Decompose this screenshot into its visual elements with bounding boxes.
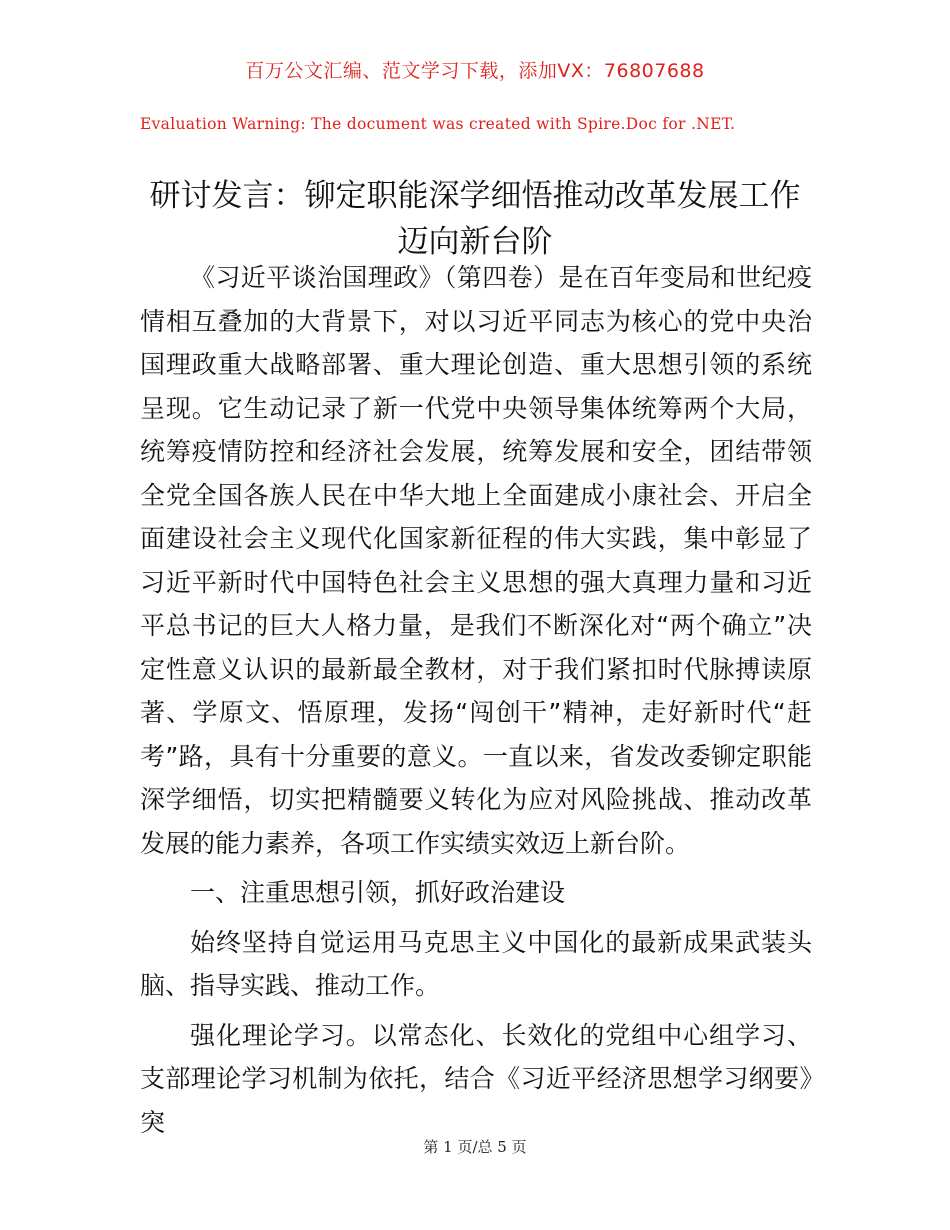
paragraph-theory-study: 强化理论学习。以常态化、长效化的党组中心组学习、支部理论学习机制为依托，结合《习近平经济思想学习纲要》突 bbox=[140, 1020, 812, 1137]
document-body bbox=[140, 256, 812, 1150]
header-banner: 百万公文汇编、范文学习下载，添加VX：76807688 bbox=[245, 60, 705, 82]
section-heading: 一、注重思想引领，抓好政治建设 bbox=[190, 878, 566, 907]
paragraph-section-intro: 始终坚持自觉运用马克思主义中国化的最新成果武装头脑、指导实践、推动工作。 bbox=[140, 927, 812, 1000]
paragraph-intro: 《习近平谈治国理政》（第四卷）是在百年变局和世纪疫情相互叠加的大背景下，对以习近平同志为核心的党中央治国理政重大战略部署、重大理论创造、重大思想引领的系统呈现。它生动记录了新一代党中央领导集体统筹两个大局，统筹疫情防控和经济社会发展，统筹发展和安全，团结带领全党全国各族人民在中华大地上全面建成小康社会、开启全面建设社会主义现代化国家新征程的伟大实践，集中彰显了习近平新时代中国特色社会主义思想的强大真理力量和习近平总书记的巨大人格力量，是我们不断深化对“两个确立”决定性意义认识的最新最全教材，对于我们紧扣时代脉搏读原著、学原文、悟原理，发扬“闯创干”精神，走好新时代“赶考”路，具有十分重要的意义。一直以来，省发改委铆定职能深学细悟，切实把精髓要义转化为应对风险挑战、推动改革发展的能力素养，各项工作实绩实效迈上新台阶。 bbox=[140, 263, 812, 858]
evaluation-warning: Evaluation Warning: The document was created with Spire.Doc for .NET. bbox=[140, 115, 736, 133]
page-number: 第 1 页/总 5 页 bbox=[423, 1138, 527, 1156]
document-title: 研讨发言：铆定职能深学细悟推动改革发展工作迈向新台阶 bbox=[149, 177, 801, 260]
